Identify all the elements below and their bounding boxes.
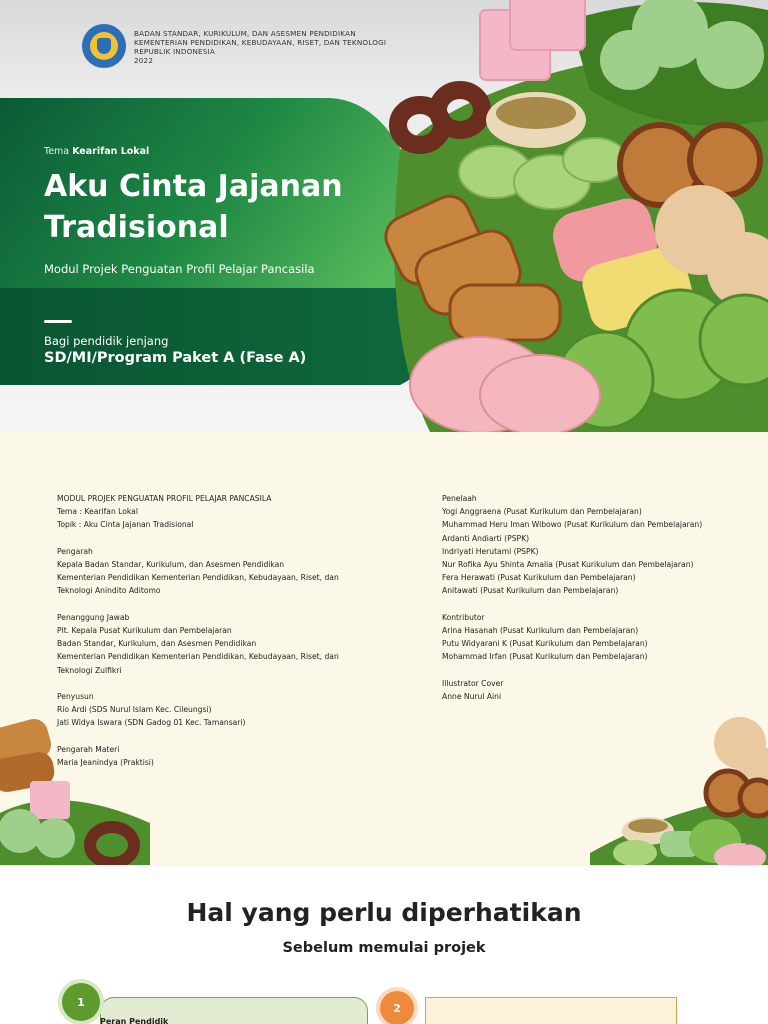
- divider-dash: [44, 320, 72, 323]
- institution-year: 2022: [134, 56, 154, 65]
- credit-line: Jati Widya Iswara (SDN Gadog 01 Kec. Tamansari): [57, 718, 246, 728]
- credit-heading: Kontributor: [442, 612, 485, 622]
- step-1-badge: 1: [62, 983, 100, 1021]
- credit-line: Anitawati (Pusat Kurikulum dan Pembelajaran): [442, 586, 619, 596]
- institution-header: [82, 24, 386, 68]
- credit-line: Ardanti Andiarti (PSPK): [442, 533, 530, 543]
- spacer: [57, 532, 339, 545]
- credits-page: [0, 433, 768, 865]
- cover-subtitle: Modul Projek Penguatan Profil Pelajar Pancasila: [44, 262, 315, 276]
- credit-line: Topik : Aku Cinta Jajanan Tradisional: [57, 520, 194, 530]
- snacks-decoration-right: [590, 713, 768, 865]
- credit-heading: Penyusun: [57, 692, 94, 701]
- credit-heading: Pengarah Materi: [57, 744, 120, 754]
- institution-line: KEMENTERIAN PENDIDIKAN, KEBUDAYAAN, RISET, DAN TEKNOLOGI: [134, 38, 387, 47]
- institution-line: REPUBLIK INDONESIA: [134, 47, 215, 56]
- tema-value: Kearifan Lokal: [72, 146, 150, 157]
- institution-line: BADAN STANDAR, KURIKULUM, DAN ASESMEN PENDIDIKAN: [134, 29, 356, 38]
- credit-line: Teknologi Zulfikri: [57, 665, 122, 675]
- credit-line: Mohammad Irfan (Pusat Kurikulum dan Pembelajaran): [442, 652, 648, 662]
- cover-title-line1: Aku Cinta Jajanan: [44, 169, 343, 204]
- credit-line: Kementerian Pendidikan Kementerian Pendidikan, Kebudayaan, Riset, dan: [57, 573, 339, 583]
- tut-wuri-handayani-logo: [82, 24, 126, 68]
- snacks-decoration-left: [0, 703, 160, 865]
- section-subheading: Sebelum memulai projek: [282, 940, 486, 956]
- credit-line: Yogi Anggraena (Pusat Kurikulum dan Pembelajaran): [442, 507, 642, 517]
- spacer: [442, 598, 702, 611]
- page-number: 2: [745, 838, 751, 848]
- step-card-2: [425, 997, 677, 1024]
- credit-heading: Illustrator Cover: [442, 678, 504, 688]
- credit-heading: Penelaah: [442, 494, 477, 503]
- credit-line: Teknologi Anindito Aditomo: [57, 586, 161, 596]
- tema-label: Tema: [44, 146, 70, 157]
- cover-title-line2: Tradisional: [44, 210, 229, 245]
- audience-level: SD/MI/Program Paket A (Fase A): [44, 350, 307, 366]
- credit-line: Tema : Kearifan Lokal: [57, 507, 138, 517]
- credit-heading: Pengarah: [57, 546, 93, 556]
- step-2-badge: 2: [380, 991, 414, 1024]
- institution-text: [134, 29, 386, 65]
- credit-line: Rio Ardi (SDS Nurul Islam Kec. Cileungsi): [57, 705, 212, 715]
- credit-line: Fera Herawati (Pusat Kurikulum dan Pembelajaran): [442, 573, 636, 583]
- credit-line: MODUL PROJEK PENGUATAN PROFIL PELAJAR PANCASILA: [57, 494, 272, 503]
- credit-heading: Penanggung Jawab: [57, 612, 130, 622]
- credit-line: Maria Jeanindya (Praktisi): [57, 758, 154, 767]
- credit-line: Kepala Badan Standar, Kurikulum, dan Asesmen Pendidikan: [57, 560, 285, 569]
- spacer: [57, 677, 339, 690]
- spacer: [57, 598, 339, 611]
- credit-line: Plt. Kepala Pusat Kurikulum dan Pembelajaran: [57, 626, 232, 635]
- spacer: [442, 664, 702, 677]
- credits-right-column: [442, 492, 702, 703]
- credit-line: Nur Rofika Ayu Shinta Amalia (Pusat Kurikulum dan Pembelajaran): [442, 560, 694, 570]
- credit-line: Badan Standar, Kurikulum, dan Asesmen Pendidikan: [57, 639, 257, 649]
- page-number: 1: [745, 405, 751, 415]
- credit-line: Kementerian Pendidikan Kementerian Pendidikan, Kebudayaan, Riset, dan: [57, 652, 339, 662]
- credit-line: Putu Widyarani K (Pusat Kurikulum dan Pembelajaran): [442, 639, 648, 649]
- tema-line: [44, 146, 149, 157]
- credit-line: Arina Hasanah (Pusat Kurikulum dan Pembelajaran): [442, 626, 639, 636]
- credit-line: Indriyati Herutami (PSPK): [442, 546, 539, 556]
- credit-line: Anne Nurul Aini: [442, 692, 502, 702]
- traditional-snacks-illustration: [370, 0, 768, 432]
- instructions-page: [0, 866, 768, 1024]
- credit-line: Muhammad Heru Iman Wibowo (Pusat Kurikulum dan Pembelajaran): [442, 520, 703, 530]
- audience-label: Bagi pendidik jenjang: [44, 334, 169, 348]
- step-card-1-label: Peran Pendidik: [100, 1017, 169, 1024]
- cover-page: [0, 0, 768, 432]
- section-heading: Hal yang perlu diperhatikan: [186, 898, 582, 927]
